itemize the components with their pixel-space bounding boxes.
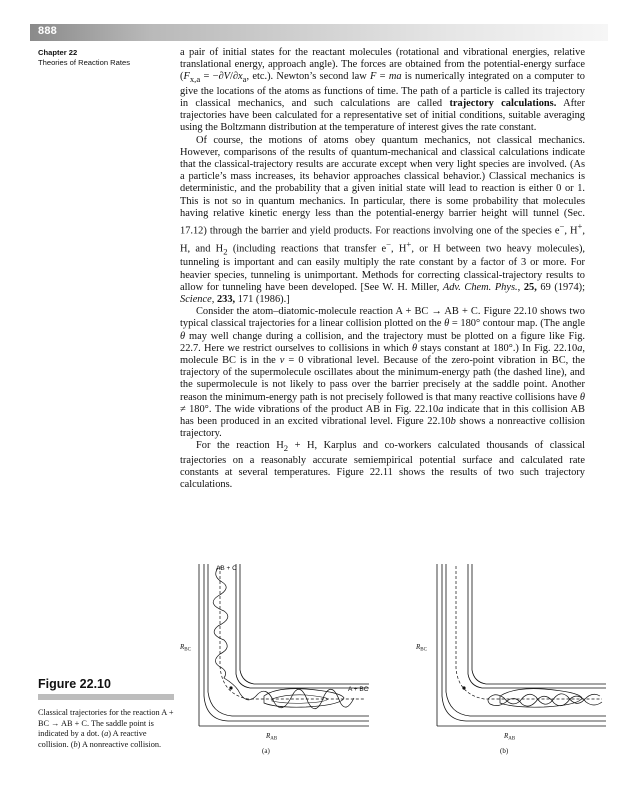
- figure-title-rule: [38, 694, 174, 700]
- figure-caption: Classical trajectories for the reaction A + BC → AB + C. The saddle point is indicated by a dot. (a) A reactive collision. (b) A nonreactive collision.: [38, 708, 174, 749]
- panel-b: [415, 564, 606, 755]
- panel-a-x-label: $R_{AB}$: [266, 732, 278, 742]
- panel-b-saddle-point: [462, 686, 465, 689]
- panel-b-min-energy-path: [456, 566, 602, 699]
- panel-b-label: (b): [500, 747, 509, 755]
- figure-22-10-drawing: [176, 556, 606, 771]
- chapter-sidebar: [38, 48, 173, 68]
- chapter-title: Theories of Reaction Rates: [38, 58, 131, 67]
- panel-a-contour-inner: [236, 564, 369, 688]
- panel-a-label: (a): [262, 747, 270, 755]
- page-header-bar: [30, 24, 608, 41]
- chapter-label: Chapter 22: [38, 48, 78, 57]
- paragraph-3: Consider the atom–diatomic-molecule reaction A + BC → AB + C. Figure 22.10 shows two typical classical trajectories for a linear collision plotted on the θ = 180° contour map. (The angle θ may well change during a collision, and the trajectory must be plotted on a figure like Fig. 22.7. Here we restrict ourselves to collisions in which θ stays constant at 180°.) In Fig. 22.10a, molecule BC is in the v = 0 vibrational level. Because of the zero-point vibration in BC, the trajectory of the supermolecule oscillates about the minimum-energy path (the dashed line), and the supermolecule is not likely to pass over the barrier precisely at the saddle point. Another reason the minimum-energy path is not precisely followed is that many reactive collisions have θ ≠ 180°. The wide vibrations of the product AB in Fig. 22.10a indicate that in this collision AB has been produced in an excited vibrational level. Figure 22.10b shows a nonreactive collision trajectory.: [180, 306, 586, 440]
- paragraph-1: a pair of initial states for the reactant molecules (rotational and vibrational energies, relative translational energy, approach angle). The forces are obtained from the potential-energy surface ($F_{x,a} = -\partial V/\partial x_a$, etc.). Newton’s second law F = ma is numerically integrated on a computer to give the locations of the atoms as functions of time. The path of a particle is called its trajectory in classical mechanics, and such calculations are called trajectory calculations. After trajectories have been calculated for a representative set of initial conditions, suitable averaging using the Boltzmann distribution at the temperature of interest gives the rate constant.: [180, 47, 585, 134]
- main-text: [180, 47, 585, 491]
- panel-a-min-energy-path: [220, 566, 364, 699]
- panel-a-contour-outer: [204, 564, 369, 721]
- panel-a-products-label: AB + C: [216, 565, 237, 572]
- page-number: 888: [38, 25, 57, 37]
- panel-b-x-label: $R_{AB}$: [504, 732, 516, 742]
- panel-a-saddle-point: [229, 686, 232, 689]
- figure-title: Figure 22.10: [38, 677, 111, 691]
- panel-a-contour-2: [208, 564, 369, 716]
- panel-a-y-label: $R_{BC}$: [180, 643, 191, 653]
- panel-a-reactants-label: A + BC: [348, 686, 369, 693]
- panel-a-valley-loop-inner: [272, 695, 328, 703]
- figure-caption-block: [38, 677, 174, 750]
- paragraph-2: Of course, the motions of atoms obey quantum mechanics, not classical mechanics. However, comparisons of the results of quantum-mechanical and classical calculations indicate that the classical-trajectory results are accurate except when very light species are involved. (As a particle’s mass increases, its behavior approaches classical behavior.) Classical mechanics is deterministic, and the probability that a given initial state will lead to reaction is either 0 or 1. This is not so in quantum mechanics. In particular, there is some probability that molecules having relative kinetic energy less than the potential-energy barrier height will tunnel (Sec. 17.12) through the barrier and yield products. For reactions involving one of the species e−, H+, H, and $H_2$ (including reactions that transfer e−, H+, or H between two heavy molecules), tunneling is important and can easily multiply the rate constant by a factor of 3 or more. For heavier species, tunneling is unimportant. Methods for correcting classical-trajectory results to allow for tunneling have been developed. [See W. H. Miller, Adv. Chem. Phys., 25, 69 (1974); Science, 233, 171 (1986).]: [180, 134, 586, 305]
- panel-a: [179, 564, 369, 755]
- panel-b-y-label: $R_{BC}$: [416, 643, 427, 653]
- paragraph-4: For the reaction $H_2 + H$, Karplus and co-workers calculated thousands of classical trajectories on a reasonably accurate semiempirical potential surface and calculated rate constants at several temperatures. Figure 22.11 shows the results of two such trajectory calculations.: [180, 440, 585, 491]
- panel-a-contour-3: [240, 564, 369, 684]
